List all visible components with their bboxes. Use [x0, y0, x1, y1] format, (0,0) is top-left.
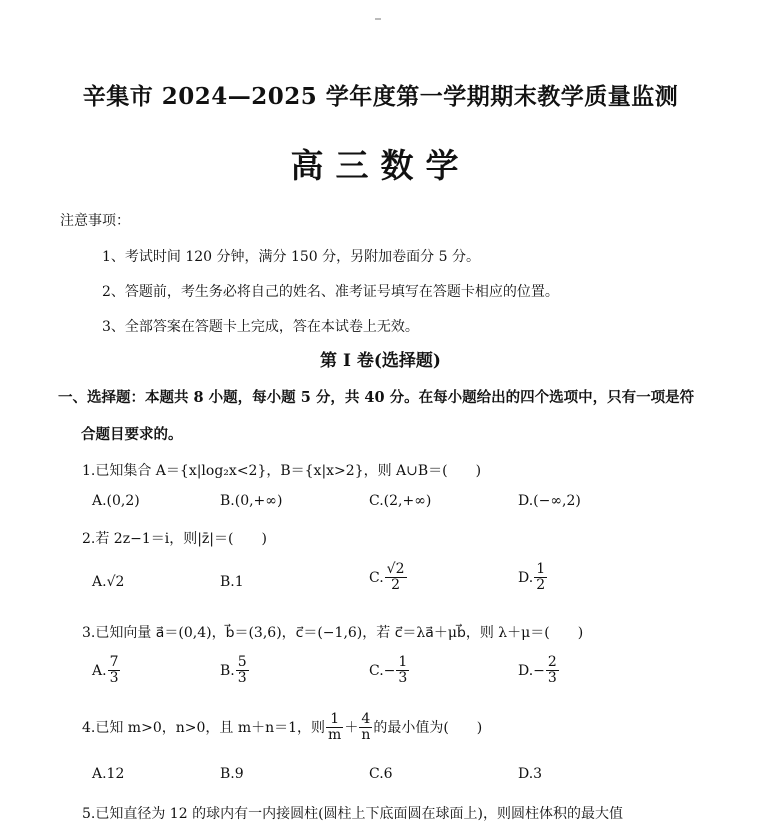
exam-subject: 高三数学 — [290, 146, 471, 185]
notes-heading: 注意事项： — [60, 213, 130, 229]
fraction: $\frac{1}{3}$ — [398, 654, 408, 687]
fraction: $\frac{1}{2}$ — [536, 561, 546, 594]
fraction: $\frac{4}{n}$ — [361, 711, 371, 744]
q3-option-a — [92, 655, 121, 687]
fraction: $\frac{5}{3}$ — [237, 654, 247, 687]
stem-text: 4.已知 m>0，n>0，且 m＋n＝1，则 — [82, 719, 326, 736]
note-item: 2、答题前，考生务必将自己的姓名、准考证号填写在答题卡相应的位置。 — [102, 284, 559, 300]
question-4-stem — [82, 712, 482, 744]
option-label: B. — [220, 574, 235, 590]
exam-title: 辛集市 2024—2025 学年度第一学期期末教学质量监测 — [82, 83, 679, 110]
section-title: 第 I 卷(选择题) — [320, 351, 441, 371]
option-label: A. — [92, 662, 107, 679]
fraction: $\frac{1}{m}$ — [328, 711, 342, 744]
stem-text: 的最小值为( ) — [373, 719, 483, 736]
question-5-stem: 5.已知直径为 12 的球内有一内接圆柱(圆柱上下底面圆在球面上)，则圆柱体积的最大值 — [82, 806, 623, 822]
q2-option-d — [518, 562, 548, 594]
q4-option-a: A.12 — [92, 766, 125, 782]
q2-option-b — [220, 574, 244, 590]
q4-option-b: B.9 — [220, 766, 244, 782]
fraction: $\frac{√2}{2}$ — [386, 561, 405, 594]
option-label: B. — [220, 662, 235, 679]
q1-option-b: B.(0,+∞) — [220, 493, 283, 509]
option-label: D. — [518, 569, 534, 586]
option-label: D.− — [518, 662, 545, 679]
option-value: √2 — [106, 574, 125, 590]
q1-option-a: A.(0,2) — [92, 493, 140, 509]
option-value: 1 — [234, 574, 244, 590]
plus-sign: ＋ — [344, 719, 359, 736]
q1-option-d: D.(−∞,2) — [518, 493, 581, 509]
fraction: $\frac{2}{3}$ — [547, 654, 557, 687]
part-instructions: 一、选择题：本题共 8 小题，每小题 5 分，共 40 分。在每小题给出的四个选项中，只有一项是符 — [58, 389, 695, 406]
question-2-stem: 2.若 2z−1＝i，则|z̄|＝( ) — [82, 531, 267, 547]
note-item: 1、考试时间 120 分钟，满分 150 分，另附加卷面分 5 分。 — [102, 249, 480, 265]
fraction: $\frac{7}{3}$ — [109, 654, 119, 687]
question-1-stem: 1.已知集合 A＝{x|log₂x<2}，B＝{x|x>2}，则 A∪B＝( ) — [82, 463, 482, 479]
q3-option-b — [220, 655, 250, 687]
question-3-stem: 3.已知向量 a⃗＝(0,4)，b⃗＝(3,6)，c⃗＝(−1,6)，若 c⃗＝λa⃗＋μb⃗，则 λ＋μ＝( ) — [82, 625, 584, 641]
note-item: 3、全部答案在答题卡上完成，答在本试卷上无效。 — [102, 319, 419, 335]
q3-option-d — [518, 655, 560, 687]
option-label: A. — [92, 574, 107, 590]
scan-mark — [375, 18, 381, 20]
option-label: C. — [369, 569, 384, 586]
q2-option-a — [92, 574, 124, 590]
option-label: C.− — [369, 662, 396, 679]
q3-option-c — [369, 655, 410, 687]
q1-option-c: C.(2,+∞) — [369, 493, 432, 509]
q4-option-c: C.6 — [369, 766, 393, 782]
part-instructions-cont: 合题目要求的。 — [81, 426, 183, 443]
q4-option-d: D.3 — [518, 766, 543, 782]
q2-option-c — [369, 562, 408, 594]
